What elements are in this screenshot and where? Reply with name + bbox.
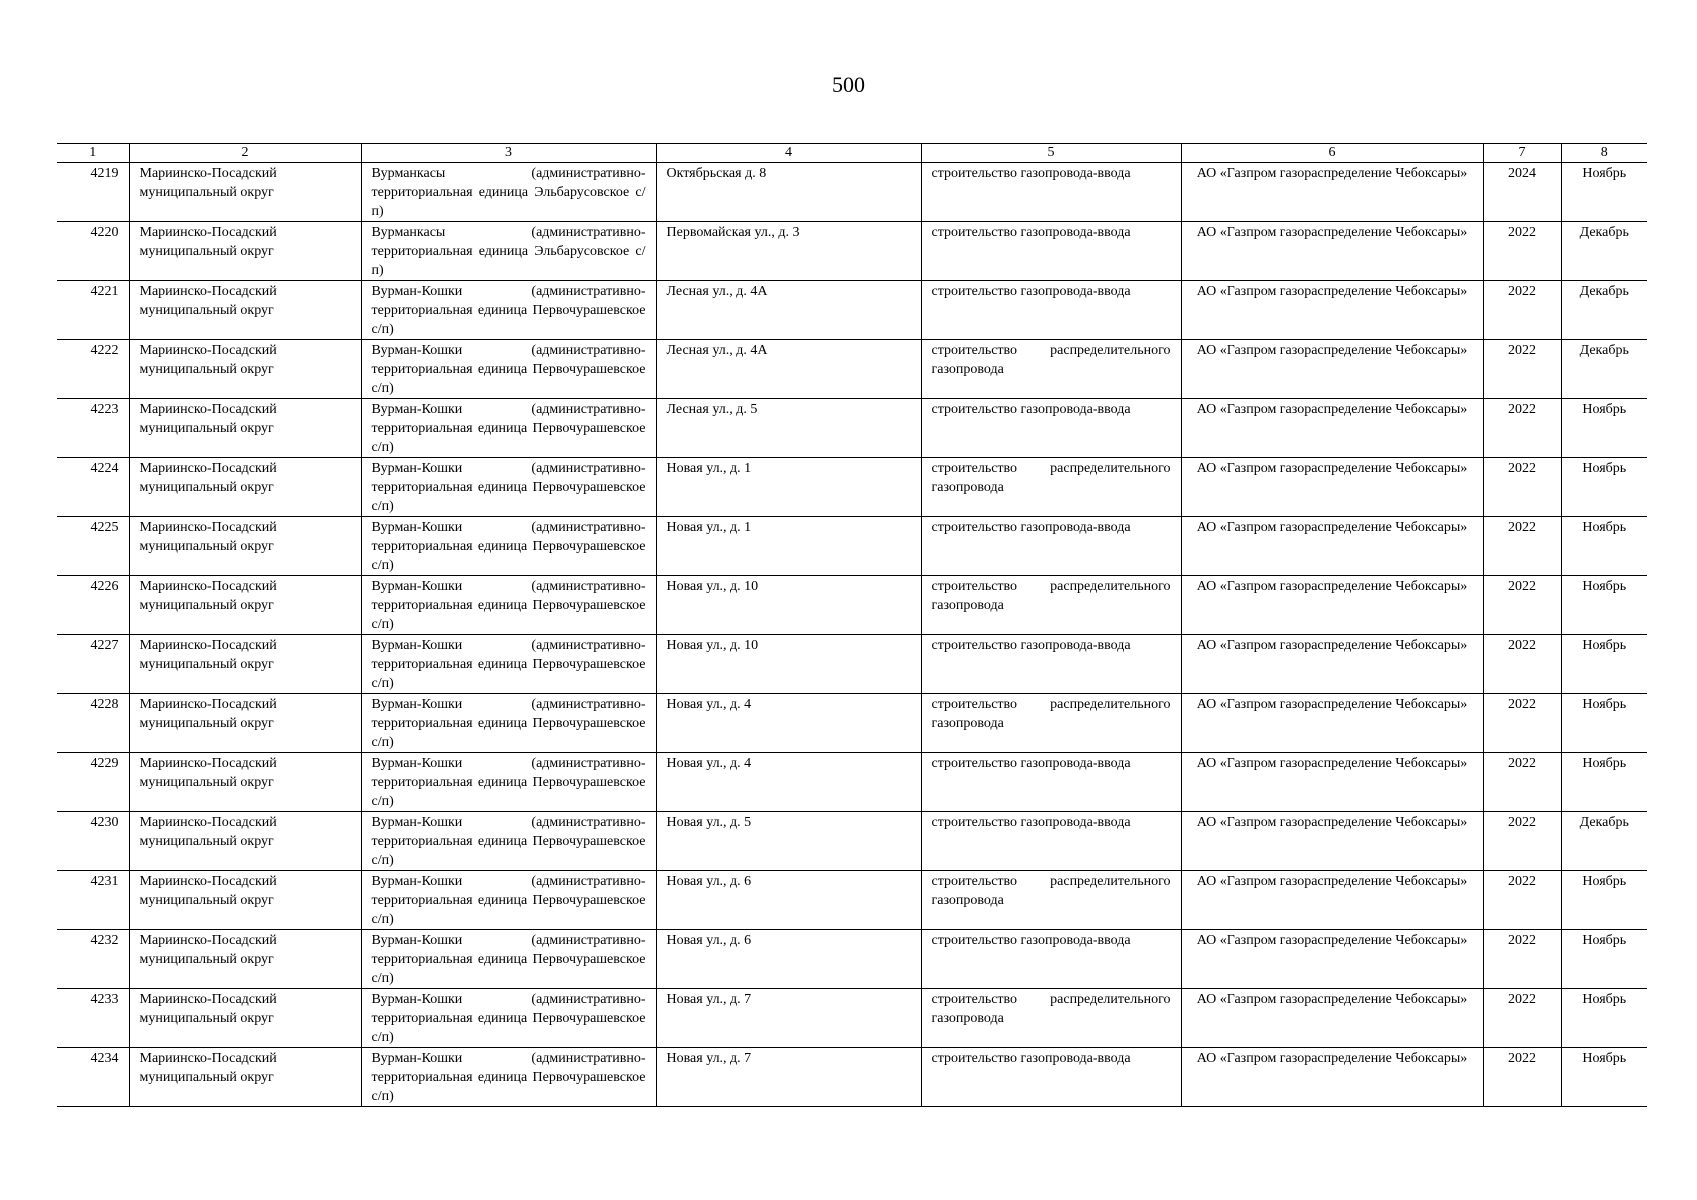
- column-header: 3: [361, 144, 656, 163]
- month-cell: Декабрь: [1561, 281, 1647, 340]
- row-number-cell: 4227: [57, 635, 129, 694]
- address-cell: Новая ул., д. 6: [656, 871, 921, 930]
- address-cell: Новая ул., д. 7: [656, 989, 921, 1048]
- table-row: [57, 1048, 1647, 1107]
- month-cell: Ноябрь: [1561, 399, 1647, 458]
- work-type-cell: строительство газопровода-ввода: [921, 812, 1181, 871]
- row-number-cell: 4231: [57, 871, 129, 930]
- work-type-cell: строительство распределительного газопровода: [921, 871, 1181, 930]
- month-cell: Ноябрь: [1561, 458, 1647, 517]
- row-number-cell: 4226: [57, 576, 129, 635]
- year-cell: 2022: [1483, 635, 1561, 694]
- data-table: [57, 143, 1647, 1107]
- organization-cell: АО «Газпром газораспределение Чебоксары»: [1181, 930, 1483, 989]
- month-cell: Декабрь: [1561, 812, 1647, 871]
- settlement-cell: Вурманкасы (административно-территориальная единица Эльбарусовское с/п): [361, 222, 656, 281]
- organization-cell: АО «Газпром газораспределение Чебоксары»: [1181, 1048, 1483, 1107]
- row-number-cell: 4223: [57, 399, 129, 458]
- address-cell: Новая ул., д. 1: [656, 517, 921, 576]
- settlement-cell: Вурман-Кошки (административно-территориальная единица Первочурашевское с/п): [361, 517, 656, 576]
- organization-cell: АО «Газпром газораспределение Чебоксары»: [1181, 694, 1483, 753]
- table-row: [57, 458, 1647, 517]
- district-cell: Мариинско-Посадский муниципальный округ: [129, 281, 361, 340]
- work-type-cell: строительство распределительного газопровода: [921, 694, 1181, 753]
- address-cell: Лесная ул., д. 4А: [656, 340, 921, 399]
- address-cell: Новая ул., д. 5: [656, 812, 921, 871]
- row-number-cell: 4225: [57, 517, 129, 576]
- table-row: [57, 989, 1647, 1048]
- table-row: [57, 753, 1647, 812]
- district-cell: Мариинско-Посадский муниципальный округ: [129, 222, 361, 281]
- row-number-cell: 4229: [57, 753, 129, 812]
- month-cell: Ноябрь: [1561, 694, 1647, 753]
- row-number-cell: 4219: [57, 163, 129, 222]
- work-type-cell: строительство газопровода-ввода: [921, 163, 1181, 222]
- row-number-cell: 4232: [57, 930, 129, 989]
- settlement-cell: Вурман-Кошки (административно-территориальная единица Первочурашевское с/п): [361, 989, 656, 1048]
- settlement-cell: Вурман-Кошки (административно-территориальная единица Первочурашевское с/п): [361, 340, 656, 399]
- settlement-cell: Вурман-Кошки (административно-территориальная единица Первочурашевское с/п): [361, 871, 656, 930]
- work-type-cell: строительство газопровода-ввода: [921, 1048, 1181, 1107]
- table-row: [57, 399, 1647, 458]
- column-header: 7: [1483, 144, 1561, 163]
- year-cell: 2022: [1483, 753, 1561, 812]
- organization-cell: АО «Газпром газораспределение Чебоксары»: [1181, 753, 1483, 812]
- table-row: [57, 517, 1647, 576]
- address-cell: Новая ул., д. 7: [656, 1048, 921, 1107]
- settlement-cell: Вурман-Кошки (административно-территориальная единица Первочурашевское с/п): [361, 458, 656, 517]
- work-type-cell: строительство распределительного газопровода: [921, 989, 1181, 1048]
- year-cell: 2022: [1483, 576, 1561, 635]
- month-cell: Ноябрь: [1561, 930, 1647, 989]
- address-cell: Лесная ул., д. 4А: [656, 281, 921, 340]
- address-cell: Новая ул., д. 10: [656, 576, 921, 635]
- organization-cell: АО «Газпром газораспределение Чебоксары»: [1181, 989, 1483, 1048]
- organization-cell: АО «Газпром газораспределение Чебоксары»: [1181, 517, 1483, 576]
- work-type-cell: строительство газопровода-ввода: [921, 281, 1181, 340]
- organization-cell: АО «Газпром газораспределение Чебоксары»: [1181, 458, 1483, 517]
- address-cell: Новая ул., д. 6: [656, 930, 921, 989]
- work-type-cell: строительство распределительного газопровода: [921, 458, 1181, 517]
- organization-cell: АО «Газпром газораспределение Чебоксары»: [1181, 635, 1483, 694]
- settlement-cell: Вурман-Кошки (административно-территориальная единица Первочурашевское с/п): [361, 930, 656, 989]
- address-cell: Лесная ул., д. 5: [656, 399, 921, 458]
- year-cell: 2022: [1483, 930, 1561, 989]
- table-row: [57, 340, 1647, 399]
- month-cell: Ноябрь: [1561, 989, 1647, 1048]
- row-number-cell: 4228: [57, 694, 129, 753]
- district-cell: Мариинско-Посадский муниципальный округ: [129, 458, 361, 517]
- column-number-row: [57, 144, 1647, 163]
- table-row: [57, 871, 1647, 930]
- row-number-cell: 4234: [57, 1048, 129, 1107]
- organization-cell: АО «Газпром газораспределение Чебоксары»: [1181, 871, 1483, 930]
- work-type-cell: строительство газопровода-ввода: [921, 930, 1181, 989]
- month-cell: Ноябрь: [1561, 163, 1647, 222]
- settlement-cell: Вурманкасы (административно-территориальная единица Эльбарусовское с/п): [361, 163, 656, 222]
- month-cell: Ноябрь: [1561, 1048, 1647, 1107]
- settlement-cell: Вурман-Кошки (административно-территориальная единица Первочурашевское с/п): [361, 281, 656, 340]
- year-cell: 2022: [1483, 399, 1561, 458]
- column-header: 2: [129, 144, 361, 163]
- settlement-cell: Вурман-Кошки (административно-территориальная единица Первочурашевское с/п): [361, 635, 656, 694]
- year-cell: 2022: [1483, 871, 1561, 930]
- year-cell: 2022: [1483, 458, 1561, 517]
- district-cell: Мариинско-Посадский муниципальный округ: [129, 694, 361, 753]
- district-cell: Мариинско-Посадский муниципальный округ: [129, 812, 361, 871]
- month-cell: Ноябрь: [1561, 576, 1647, 635]
- work-type-cell: строительство газопровода-ввода: [921, 635, 1181, 694]
- table-row: [57, 930, 1647, 989]
- district-cell: Мариинско-Посадский муниципальный округ: [129, 635, 361, 694]
- table-row: [57, 222, 1647, 281]
- table-row: [57, 694, 1647, 753]
- month-cell: Ноябрь: [1561, 517, 1647, 576]
- year-cell: 2022: [1483, 340, 1561, 399]
- month-cell: Ноябрь: [1561, 871, 1647, 930]
- settlement-cell: Вурман-Кошки (административно-территориальная единица Первочурашевское с/п): [361, 812, 656, 871]
- row-number-cell: 4233: [57, 989, 129, 1048]
- month-cell: Декабрь: [1561, 222, 1647, 281]
- row-number-cell: 4220: [57, 222, 129, 281]
- district-cell: Мариинско-Посадский муниципальный округ: [129, 517, 361, 576]
- month-cell: Ноябрь: [1561, 753, 1647, 812]
- year-cell: 2022: [1483, 222, 1561, 281]
- work-type-cell: строительство газопровода-ввода: [921, 222, 1181, 281]
- month-cell: Декабрь: [1561, 340, 1647, 399]
- settlement-cell: Вурман-Кошки (административно-территориальная единица Первочурашевское с/п): [361, 753, 656, 812]
- address-cell: Октябрьская д. 8: [656, 163, 921, 222]
- column-header: 5: [921, 144, 1181, 163]
- table-row: [57, 812, 1647, 871]
- organization-cell: АО «Газпром газораспределение Чебоксары»: [1181, 281, 1483, 340]
- settlement-cell: Вурман-Кошки (административно-территориальная единица Первочурашевское с/п): [361, 576, 656, 635]
- district-cell: Мариинско-Посадский муниципальный округ: [129, 340, 361, 399]
- district-cell: Мариинско-Посадский муниципальный округ: [129, 576, 361, 635]
- month-cell: Ноябрь: [1561, 635, 1647, 694]
- address-cell: Новая ул., д. 1: [656, 458, 921, 517]
- work-type-cell: строительство распределительного газопровода: [921, 576, 1181, 635]
- settlement-cell: Вурман-Кошки (административно-территориальная единица Первочурашевское с/п): [361, 399, 656, 458]
- settlement-cell: Вурман-Кошки (административно-территориальная единица Первочурашевское с/п): [361, 1048, 656, 1107]
- year-cell: 2022: [1483, 1048, 1561, 1107]
- year-cell: 2022: [1483, 281, 1561, 340]
- table-row: [57, 163, 1647, 222]
- row-number-cell: 4222: [57, 340, 129, 399]
- row-number-cell: 4221: [57, 281, 129, 340]
- page-number: 500: [832, 72, 865, 97]
- organization-cell: АО «Газпром газораспределение Чебоксары»: [1181, 222, 1483, 281]
- table-body: [57, 163, 1647, 1107]
- column-header: 4: [656, 144, 921, 163]
- address-cell: Новая ул., д. 10: [656, 635, 921, 694]
- address-cell: Новая ул., д. 4: [656, 694, 921, 753]
- table-row: [57, 576, 1647, 635]
- year-cell: 2022: [1483, 812, 1561, 871]
- column-header: 1: [57, 144, 129, 163]
- work-type-cell: строительство газопровода-ввода: [921, 517, 1181, 576]
- settlement-cell: Вурман-Кошки (административно-территориальная единица Первочурашевское с/п): [361, 694, 656, 753]
- district-cell: Мариинско-Посадский муниципальный округ: [129, 753, 361, 812]
- work-type-cell: строительство газопровода-ввода: [921, 753, 1181, 812]
- organization-cell: АО «Газпром газораспределение Чебоксары»: [1181, 340, 1483, 399]
- district-cell: Мариинско-Посадский муниципальный округ: [129, 930, 361, 989]
- district-cell: Мариинско-Посадский муниципальный округ: [129, 989, 361, 1048]
- year-cell: 2022: [1483, 989, 1561, 1048]
- address-cell: Первомайская ул., д. 3: [656, 222, 921, 281]
- year-cell: 2024: [1483, 163, 1561, 222]
- table-row: [57, 635, 1647, 694]
- organization-cell: АО «Газпром газораспределение Чебоксары»: [1181, 399, 1483, 458]
- table-row: [57, 281, 1647, 340]
- district-cell: Мариинско-Посадский муниципальный округ: [129, 871, 361, 930]
- work-type-cell: строительство газопровода-ввода: [921, 399, 1181, 458]
- organization-cell: АО «Газпром газораспределение Чебоксары»: [1181, 576, 1483, 635]
- row-number-cell: 4230: [57, 812, 129, 871]
- organization-cell: АО «Газпром газораспределение Чебоксары»: [1181, 163, 1483, 222]
- column-header: 6: [1181, 144, 1483, 163]
- address-cell: Новая ул., д. 4: [656, 753, 921, 812]
- row-number-cell: 4224: [57, 458, 129, 517]
- district-cell: Мариинско-Посадский муниципальный округ: [129, 1048, 361, 1107]
- district-cell: Мариинско-Посадский муниципальный округ: [129, 399, 361, 458]
- work-type-cell: строительство распределительного газопровода: [921, 340, 1181, 399]
- district-cell: Мариинско-Посадский муниципальный округ: [129, 163, 361, 222]
- year-cell: 2022: [1483, 517, 1561, 576]
- column-header: 8: [1561, 144, 1647, 163]
- year-cell: 2022: [1483, 694, 1561, 753]
- organization-cell: АО «Газпром газораспределение Чебоксары»: [1181, 812, 1483, 871]
